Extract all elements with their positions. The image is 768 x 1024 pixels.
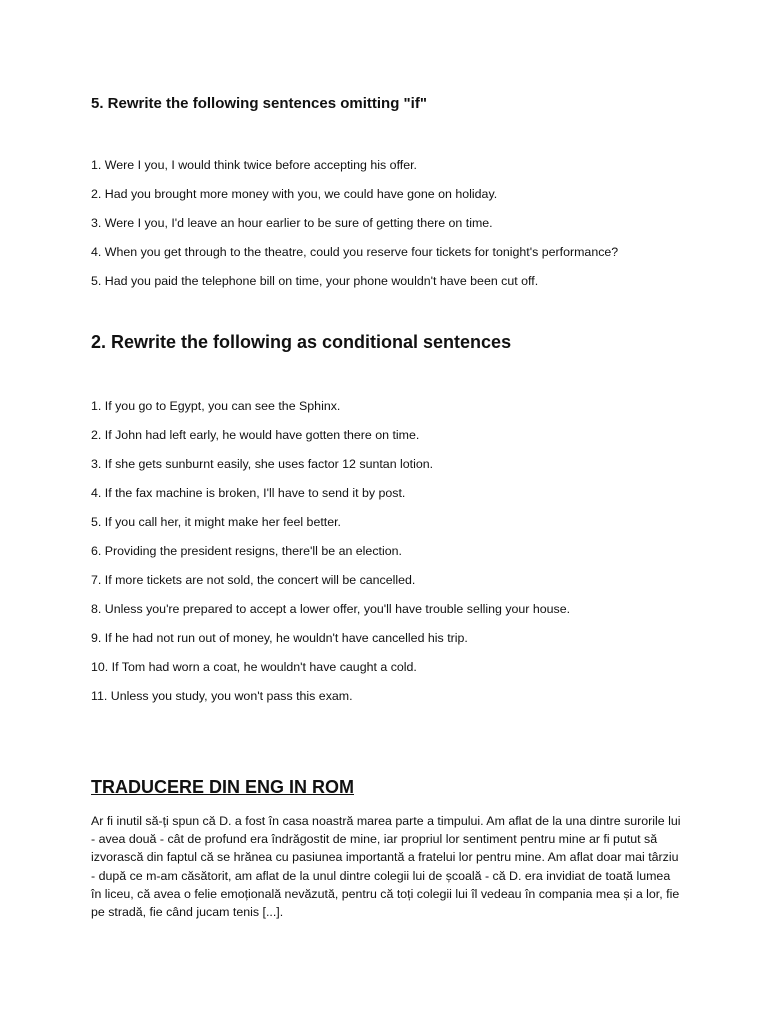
list-item: 8. Unless you're prepared to accept a lower offer, you'll have trouble selling your house. [91,602,571,616]
list-item: 11. Unless you study, you won't pass this exam. [91,689,353,703]
list-item: 5. Had you paid the telephone bill on time, your phone wouldn't have been cut off. [91,274,539,288]
translation-paragraph: Ar fi inutil să-ți spun că D. a fost în casa noastră marea parte a timpului. Am aflat de la una dintre surorile lui - avea două - cât de profund era îndrăgostit de mine, iar propriul lor sentiment pentru mine ar fi putut să izvorască din faptul că se hrănea cu pasiunea importantă a fratelui lor pentru mine. Am aflat doar mai târziu - după ce m-am căsătorit, am aflat de la unul dintre colegii lui de școală - că D. era invidiat de toată lumea în liceu, că avea o felie emoțională nevăzută, pentru că toți colegii lui îl vedeau în compania mea și a lor, fie pe stradă, fie când jucam tenis [...]. [91,814,681,920]
list-item: 4. When you get through to the theatre, could you reserve four tickets for tonight's performance? [91,245,619,259]
section3-heading: TRADUCERE DIN ENG IN ROM [91,777,355,797]
list-item: 3. Were I you, I'd leave an hour earlier to be sure of getting there on time. [91,216,493,230]
section2-list [91,398,570,717]
list-item: 7. If more tickets are not sold, the concert will be cancelled. [91,573,416,587]
list-item: 2. If John had left early, he would have gotten there on time. [91,428,420,442]
list-item: 10. If Tom had worn a coat, he wouldn't have caught a cold. [91,660,417,674]
list-item: 2. Had you brought more money with you, we could have gone on holiday. [91,187,498,201]
list-item: 3. If she gets sunburnt easily, she uses factor 12 suntan lotion. [91,457,434,471]
section1-list [91,157,618,302]
list-item: 1. If you go to Egypt, you can see the Sphinx. [91,399,341,413]
list-item: 9. If he had not run out of money, he wouldn't have cancelled his trip. [91,631,468,645]
section2-heading: 2. Rewrite the following as conditional sentences [91,332,512,352]
list-item: 1. Were I you, I would think twice before accepting his offer. [91,158,418,172]
list-item: 6. Providing the president resigns, there'll be an election. [91,544,402,558]
list-item: 4. If the fax machine is broken, I'll have to send it by post. [91,486,406,500]
list-item: 5. If you call her, it might make her feel better. [91,515,342,529]
section1-heading: 5. Rewrite the following sentences omitting "if" [91,95,427,112]
